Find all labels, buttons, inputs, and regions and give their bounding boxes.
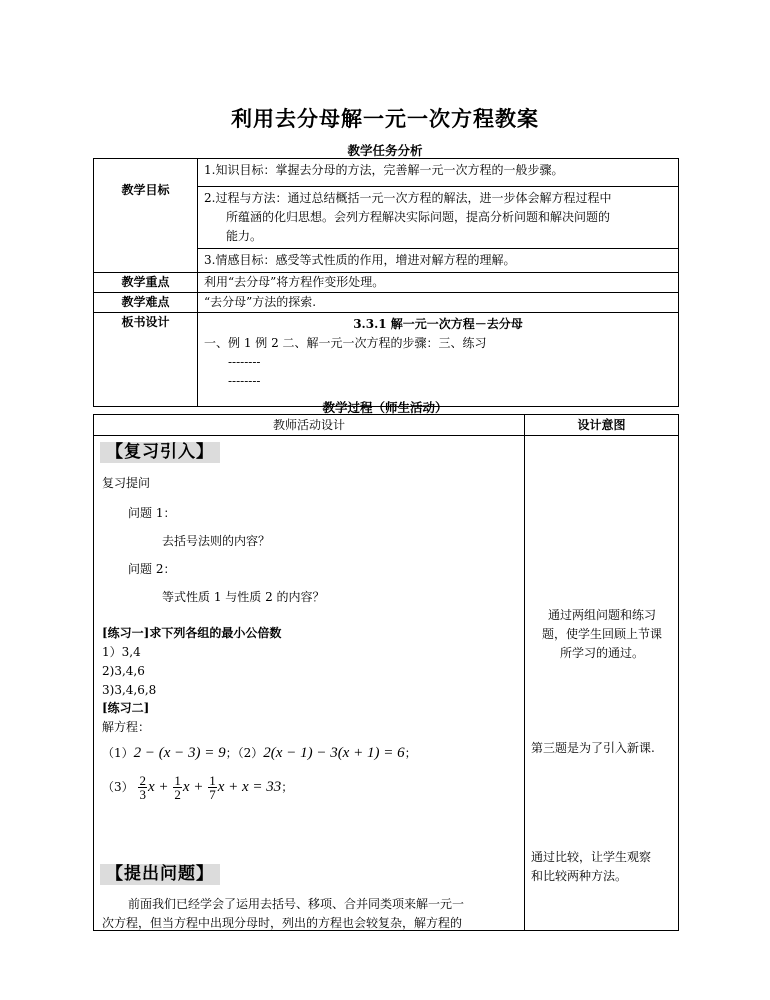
board-label: 板书设计	[94, 313, 198, 407]
exercise2-subtitle: 解方程：	[102, 720, 151, 734]
eq1-label: （1）	[102, 746, 134, 760]
q1-label: 问题 1：	[128, 506, 176, 520]
board-dash2: --------	[228, 374, 261, 388]
equation-row-2: （3） $\frac{2}{3}$ x + $\frac{1}{2}$ x + $\frac{1}{7}$ x + x = 33；	[102, 773, 294, 802]
goal2-line1: 2.过程与方法：通过总结概括一元一次方程的解法，进一步体会解方程过程中	[204, 191, 612, 205]
goal2-line2: 所蕴涵的化归思想。会列方程解决实际问题，提高分析问题和解决问题的	[226, 210, 611, 224]
intent-3-line1: 通过比较，让学生观察	[531, 850, 652, 864]
fraction-3: $\frac{1}{7}$	[209, 773, 216, 802]
intent-1-line1: 通过两组问题和练习	[547, 608, 656, 622]
goal2-cell	[198, 187, 679, 249]
exercise1-item1: 1）3,4	[102, 645, 141, 659]
q2-text: 等式性质 1 与性质 2 的内容？	[162, 590, 325, 604]
ask-line1: 前面我们已经学会了运用去括号、移项、合并同类项来解一元一	[128, 897, 465, 911]
ask-line2: 次方程，但当方程中出现分母时，列出的方程也会较复杂，解方程的	[102, 916, 463, 930]
board-line1: 一、例 1 例 2 二、解一元一次方程的步骤：三、练习	[204, 336, 487, 350]
review-question: 复习提问	[102, 476, 151, 490]
eq2: 2(x − 1) − 3(x + 1) = 6	[263, 745, 405, 761]
q2-label: 问题 2：	[128, 562, 176, 576]
col-design-intent: 设计意图	[525, 415, 679, 436]
goal1-text: 1.知识目标：掌握去分母的方法，完善解一元一次方程的一般步骤。	[198, 159, 679, 187]
board-dash1: --------	[228, 355, 261, 369]
eq3-tail: x + x = 33	[217, 779, 282, 795]
eq2-end: ；	[404, 746, 417, 760]
goal2-line3: 能力。	[226, 229, 263, 243]
ask-heading: 【提出问题】	[100, 864, 220, 885]
board-title: 3.3.1 解一元一次方程－去分母	[353, 317, 523, 331]
q1-text: 去括号法则的内容？	[162, 534, 271, 548]
exercise1-heading: [练习一]求下列各组的最小公倍数	[102, 626, 282, 640]
intent-cell	[525, 436, 679, 931]
review-heading: 【复习引入】	[100, 442, 220, 463]
col-teacher-activity: 教师活动设计	[94, 415, 525, 436]
activity-cell	[94, 436, 525, 931]
key-label: 教学重点	[94, 273, 198, 293]
equation-row-1	[102, 744, 417, 763]
intent-1-line3: 所学习的通过。	[559, 646, 644, 660]
board-cell	[198, 313, 679, 407]
goal-label: 教学目标	[94, 159, 198, 273]
eq1-separator: ；（2）	[225, 746, 264, 760]
exercise2-heading: [练习二]	[102, 701, 150, 715]
process-section-title: 教学过程（师生活动）	[322, 400, 448, 415]
intent-1-line2: 题，使学生回顾上节课	[541, 627, 662, 641]
fraction-1: $\frac{2}{3}$	[139, 773, 146, 802]
task-analysis-table	[93, 158, 679, 407]
eq3-label: （3）	[102, 780, 134, 794]
exercise1-item2: 2)3,4,6	[102, 664, 145, 678]
intent-1	[525, 606, 679, 663]
difficulty-text: “去分母”方法的探索.	[198, 293, 679, 313]
eq1: 2 − (x − 3) = 9	[133, 745, 226, 761]
difficulty-label: 教学难点	[94, 293, 198, 313]
exercise1-item3: 3)3,4,6,8	[102, 683, 157, 697]
page-title: 利用去分母解一元一次方程教案	[231, 106, 539, 131]
intent-3-line2: 和比较两种方法。	[531, 869, 628, 883]
key-text: 利用“去分母”将方程作变形处理。	[198, 273, 679, 293]
fraction-2: $\frac{1}{2}$	[174, 773, 181, 802]
eq3-end: ；	[281, 780, 294, 794]
process-table	[93, 414, 679, 931]
intent-3	[531, 848, 651, 886]
task-section-title: 教学任务分析	[347, 143, 423, 158]
intent-2: 第三题是为了引入新课.	[531, 741, 655, 755]
goal3-text: 3.情感目标：感受等式性质的作用，增进对解方程的理解。	[198, 249, 679, 273]
